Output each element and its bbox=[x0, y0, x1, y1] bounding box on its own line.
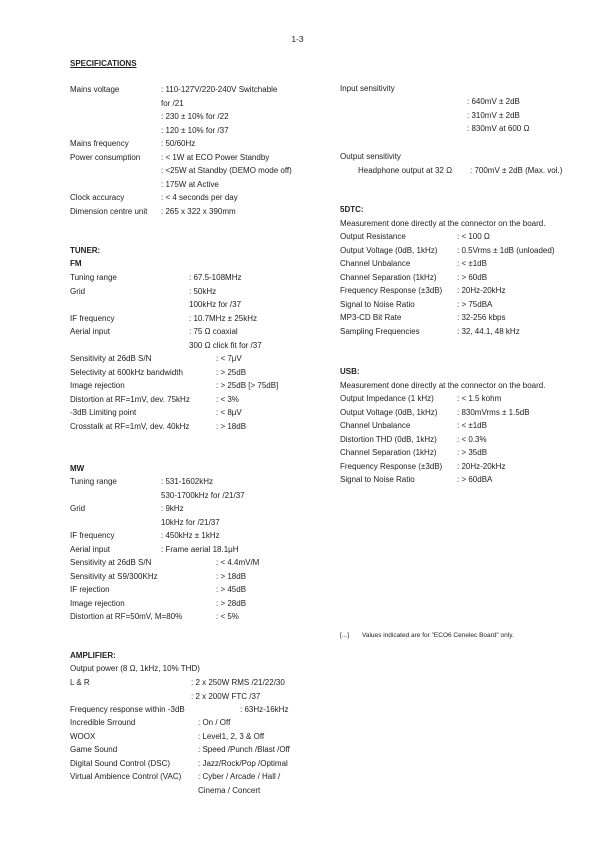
5dtc-heading: 5DTC: bbox=[340, 205, 364, 214]
specifications-heading: SPECIFICATIONS bbox=[70, 59, 137, 68]
amp-value: : 2 x 200W FTC /37 bbox=[191, 691, 261, 701]
fm-value: : 67.5-108MHz bbox=[189, 273, 242, 282]
amp-value: : Cyber / Arcade / Hall / bbox=[198, 772, 281, 781]
spec-label: Mains voltage bbox=[70, 85, 120, 94]
amp-value: : 2 x 250W RMS /21/22/30 bbox=[191, 678, 285, 687]
fm-value: : < 8μV bbox=[216, 408, 242, 417]
amp-value: : Jazz/Rock/Pop /Optimal bbox=[198, 758, 288, 768]
fm-heading: FM bbox=[70, 259, 82, 268]
mw-value: : < 5% bbox=[216, 612, 239, 621]
5dtc-value: : 0.5Vrms ± 1dB (unloaded) bbox=[457, 245, 555, 255]
mw-label: Grid bbox=[70, 504, 86, 513]
fm-value: : > 25dB [> 75dB] bbox=[216, 381, 279, 390]
fm-label: Image rejection bbox=[70, 381, 125, 390]
page-number: 1-3 bbox=[291, 34, 304, 44]
fm-value: : 75 Ω coaxial bbox=[189, 327, 238, 336]
5dtc-value: : 32, 44.1, 48 kHz bbox=[457, 326, 520, 336]
mw-heading: MW bbox=[70, 464, 85, 473]
footnote-text: Values indicated are for "ECO6 Cenelec Board" only. bbox=[362, 632, 514, 639]
usb-heading: USB: bbox=[340, 367, 360, 376]
amp-label: L & R bbox=[70, 678, 90, 687]
amp-value: : On / Off bbox=[198, 718, 231, 727]
fm-label: -3dB Limiting point bbox=[70, 408, 137, 417]
mw-value: 530-1700kHz for /21/37 bbox=[161, 490, 245, 500]
mw-label: Aerial input bbox=[70, 544, 111, 554]
mw-value: : 531-1602kHz bbox=[161, 477, 214, 486]
usb-value: : > 35dB bbox=[457, 448, 488, 457]
mw-value: : < 4.4mV/M bbox=[216, 558, 260, 567]
5dtc-label: Channel Separation (1kHz) bbox=[340, 272, 437, 282]
spec-value: : <25W at Standby (DEMO mode off) bbox=[161, 166, 292, 175]
amplifier-heading: AMPLIFIER: bbox=[70, 651, 116, 660]
spec-label: Dimension centre unit bbox=[70, 206, 148, 216]
5dtc-label: MP3-CD Bit Rate bbox=[340, 313, 402, 322]
usb-label: Channel Unbalance bbox=[340, 421, 411, 430]
footnote-marker: [...] bbox=[340, 632, 350, 639]
mw-label: Sensitivity at 26dB S/N bbox=[70, 558, 152, 567]
output-power: Output power (8 Ω, 1kHz, 10% THD) bbox=[70, 664, 200, 673]
5dtc-value: : > 75dBA bbox=[457, 299, 493, 309]
input-sens-value: : 830mV at 600 Ω bbox=[467, 124, 530, 133]
usb-value: : < 1.5 kohm bbox=[457, 394, 502, 403]
amp-label: Digital Sound Control (DSC) bbox=[70, 758, 171, 768]
fm-value: 100kHz for /37 bbox=[189, 300, 242, 309]
usb-label: Frequency Response (±3dB) bbox=[340, 461, 443, 471]
mw-value: : 9kHz bbox=[161, 504, 184, 513]
spec-value: : 120 ± 10% for /37 bbox=[161, 125, 229, 135]
fm-label: Distortion at RF=1mV, dev. 75kHz bbox=[70, 394, 190, 404]
mw-label: Sensitivity at S9/300KHz bbox=[70, 571, 158, 581]
usb-label: Output Impedance (1 kHz) bbox=[340, 394, 434, 403]
input-sens-value: : 640mV ± 2dB bbox=[467, 97, 520, 106]
spec-value: : 175W at Active bbox=[161, 179, 219, 189]
usb-label: Distortion THD (0dB, 1kHz) bbox=[340, 434, 437, 444]
5dtc-value: : 20Hz-20kHz bbox=[457, 286, 506, 295]
usb-value: : 20Hz-20kHz bbox=[457, 461, 506, 471]
amp-label: Game Sound bbox=[70, 745, 118, 754]
usb-label: Signal to Noise Ratio bbox=[340, 475, 415, 484]
frequency-response-label: Frequency response within -3dB bbox=[70, 705, 185, 714]
fm-value: 300 Ω click fit for /37 bbox=[189, 340, 262, 350]
fm-value: : < 7μV bbox=[216, 354, 242, 363]
spec-label: Power consumption bbox=[70, 152, 141, 162]
mw-value: : > 45dB bbox=[216, 585, 247, 594]
5dtc-label: Sampling Frequencies bbox=[340, 326, 420, 336]
input-sensitivity-heading: Input sensitivity bbox=[340, 84, 395, 93]
amp-value: : Speed /Punch /Blast /Off bbox=[198, 745, 290, 754]
mw-value: : > 18dB bbox=[216, 571, 247, 581]
output-sensitivity-heading: Output sensitivity bbox=[340, 152, 401, 161]
fm-label: Aerial input bbox=[70, 327, 111, 336]
fm-label: Tuning range bbox=[70, 273, 117, 282]
spec-label: Mains frequency bbox=[70, 139, 129, 148]
mw-label: Image rejection bbox=[70, 598, 125, 608]
mw-value: : > 28dB bbox=[216, 598, 247, 608]
5dtc-value: : < ±1dB bbox=[457, 259, 487, 268]
mw-value: : Frame aerial 18.1μH bbox=[161, 544, 239, 554]
fm-label: Grid bbox=[70, 286, 86, 296]
5dtc-value: : > 60dB bbox=[457, 272, 488, 282]
amp-label: Virtual Ambience Control (VAC) bbox=[70, 772, 182, 781]
fm-value: : > 25dB bbox=[216, 367, 247, 377]
mw-label: IF rejection bbox=[70, 585, 110, 594]
usb-value: : > 60dBA bbox=[457, 475, 493, 484]
frequency-response-value: : 63Hz-16kHz bbox=[240, 705, 289, 714]
spec-value: for /21 bbox=[161, 98, 184, 108]
usb-intro: Measurement done directly at the connector on the board. bbox=[340, 381, 546, 390]
spec-value: : < 4 seconds per day bbox=[161, 193, 238, 202]
spec-label: Clock accuracy bbox=[70, 193, 125, 202]
fm-value: : < 3% bbox=[216, 394, 239, 404]
spec-value: : 230 ± 10% for /22 bbox=[161, 112, 229, 121]
usb-label: Channel Separation (1kHz) bbox=[340, 448, 437, 457]
5dtc-label: Output Resistance bbox=[340, 232, 406, 241]
mw-label: Distortion at RF=50mV, M=80% bbox=[70, 612, 183, 621]
amp-label: WOOX bbox=[70, 731, 96, 741]
spec-value: : 265 x 322 x 390mm bbox=[161, 206, 236, 216]
mw-label: Tuning range bbox=[70, 477, 117, 486]
fm-label: Sensitivity at 26dB S/N bbox=[70, 354, 152, 363]
spec-value: : < 1W at ECO Power Standby bbox=[161, 152, 270, 162]
5dtc-label: Signal to Noise Ratio bbox=[340, 299, 415, 309]
amp-label: Incredible Srround bbox=[70, 718, 136, 727]
5dtc-value: : < 100 Ω bbox=[457, 232, 490, 241]
mw-label: IF frequency bbox=[70, 531, 115, 540]
mw-value: : 450kHz ± 1kHz bbox=[161, 531, 220, 540]
usb-label: Output Voltage (0dB, 1kHz) bbox=[340, 407, 438, 417]
usb-value: : < 0.3% bbox=[457, 434, 487, 444]
headphone-label: Headphone output at 32 Ω bbox=[358, 166, 453, 175]
fm-value: : > 18dB bbox=[216, 421, 247, 431]
fm-label: Crosstalk at RF=1mV, dev. 40kHz bbox=[70, 421, 190, 431]
amp-value: : Level1, 2, 3 & Off bbox=[198, 731, 265, 741]
fm-value: : 10.7MHz ± 25kHz bbox=[189, 313, 257, 323]
input-sens-value: : 310mV ± 2dB bbox=[467, 110, 520, 120]
amp-value: Cinema / Concert bbox=[198, 785, 261, 795]
5dtc-label: Output Voltage (0dB, 1kHz) bbox=[340, 245, 438, 255]
headphone-value: : 700mV ± 2dB (Max. vol.) bbox=[470, 166, 563, 175]
usb-value: : < ±1dB bbox=[457, 421, 487, 430]
fm-value: : 50kHz bbox=[189, 286, 217, 296]
spec-value: : 50/60Hz bbox=[161, 139, 196, 148]
fm-label: IF frequency bbox=[70, 313, 115, 323]
usb-value: : 830mVrms ± 1.5dB bbox=[457, 407, 530, 417]
tuner-heading: TUNER: bbox=[70, 246, 101, 255]
fm-label: Selectivity at 600kHz bandwidth bbox=[70, 367, 183, 377]
5dtc-label: Frequency Response (±3dB) bbox=[340, 286, 443, 295]
5dtc-label: Channel Unbalance bbox=[340, 259, 411, 268]
mw-value: 10kHz for /21/37 bbox=[161, 517, 220, 527]
5dtc-value: : 32-256 kbps bbox=[457, 313, 506, 322]
spec-value: : 110-127V/220-240V Switchable bbox=[161, 85, 278, 94]
5dtc-intro: Measurement done directly at the connector on the board. bbox=[340, 219, 546, 228]
